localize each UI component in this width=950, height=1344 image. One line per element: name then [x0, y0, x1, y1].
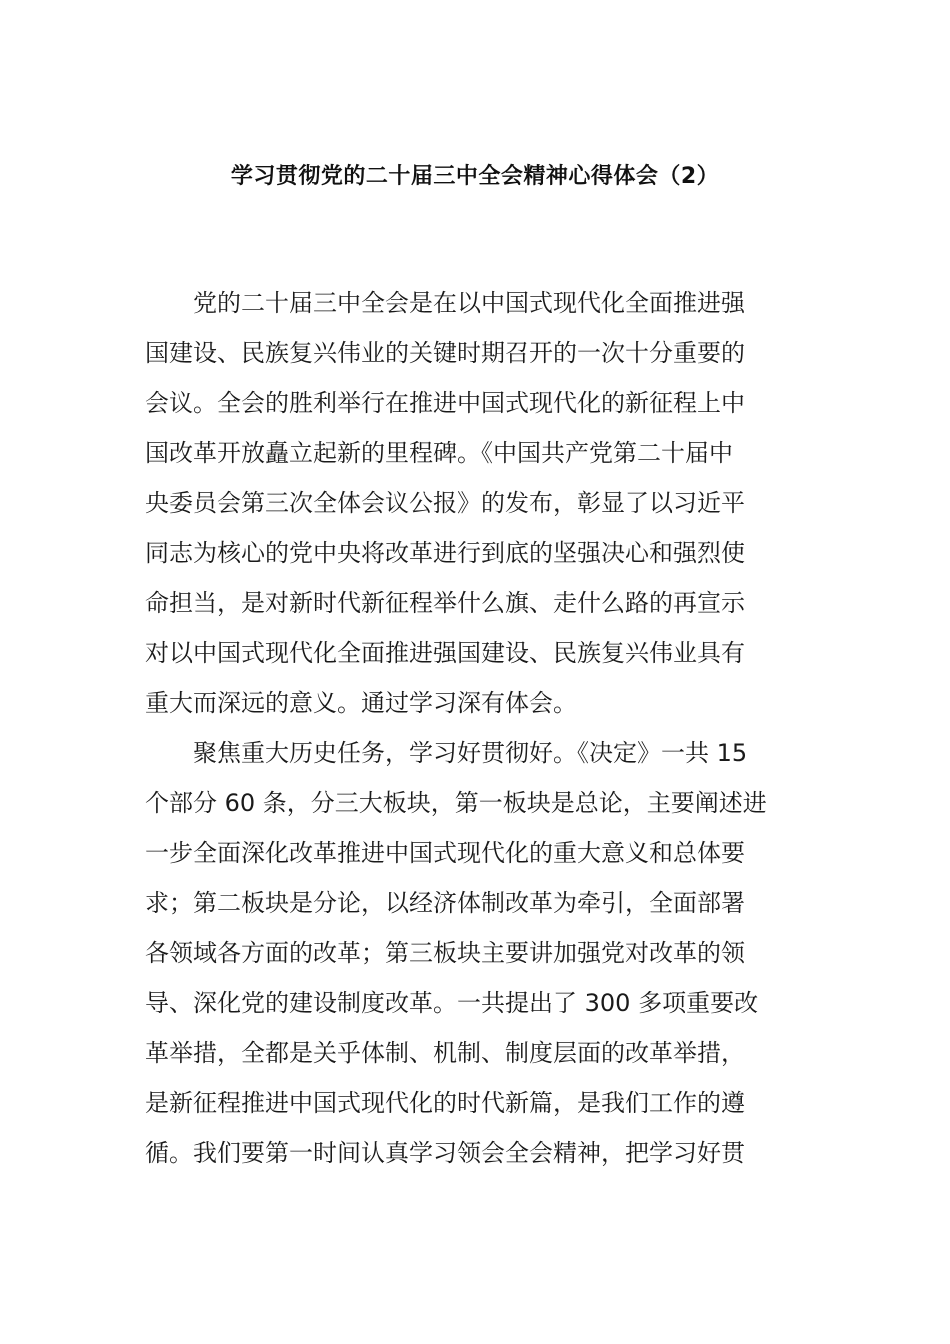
document-body — [145, 278, 805, 1178]
text-line: 是新征程推进中国式现代化的时代新篇，是我们工作的遵 — [145, 1089, 745, 1117]
text-line: 党的二十届三中全会是在以中国式现代化全面推进强 — [193, 289, 745, 317]
text-line: 导、深化党的建设制度改革。一共提出了 300 多项重要改 — [145, 989, 759, 1017]
text-line: 对以中国式现代化全面推进强国建设、民族复兴伟业具有 — [145, 639, 745, 667]
text-line: 聚焦重大历史任务，学习好贯彻好。《决定》一共 15 — [193, 739, 748, 767]
document-title: 学习贯彻党的二十届三中全会精神心得体会（2） — [230, 164, 720, 189]
text-line: 央委员会第三次全体会议公报》的发布，彰显了以习近平 — [145, 489, 745, 517]
paragraph-1 — [145, 278, 805, 728]
text-line: 革举措，全都是关乎体制、机制、制度层面的改革举措， — [145, 1039, 745, 1067]
paragraph-2 — [145, 728, 805, 1178]
text-line: 循。我们要第一时间认真学习领会全会精神，把学习好贯 — [145, 1139, 745, 1167]
text-line: 同志为核心的党中央将改革进行到底的坚强决心和强烈使 — [145, 539, 745, 567]
text-line: 国建设、民族复兴伟业的关键时期召开的一次十分重要的 — [145, 339, 745, 367]
text-line: 国改革开放矗立起新的里程碑。《中国共产党第二十届中 — [145, 439, 733, 467]
text-line: 重大而深远的意义。通过学习深有体会。 — [145, 689, 577, 717]
text-line: 命担当，是对新时代新征程举什么旗、走什么路的再宣示 — [145, 589, 745, 617]
text-line: 一步全面深化改革推进中国式现代化的重大意义和总体要 — [145, 839, 745, 867]
text-line: 求；第二板块是分论，以经济体制改革为牵引，全面部署 — [145, 889, 745, 917]
text-line: 个部分 60 条，分三大板块，第一板块是总论，主要阐述进 — [145, 789, 767, 817]
text-line: 各领域各方面的改革；第三板块主要讲加强党对改革的领 — [145, 939, 745, 967]
text-line: 会议。全会的胜利举行在推进中国式现代化的新征程上中 — [145, 389, 745, 417]
